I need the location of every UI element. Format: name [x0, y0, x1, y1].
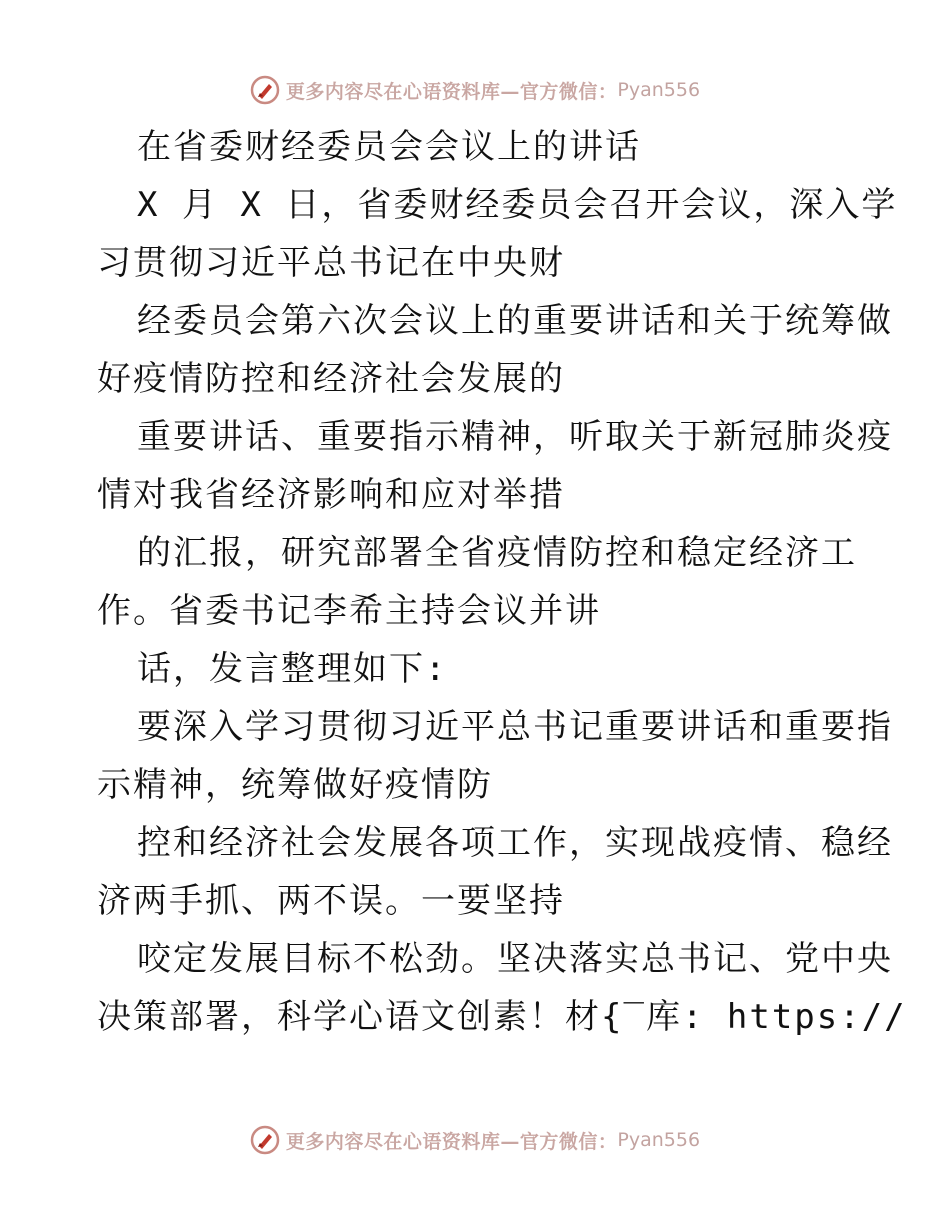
header-wechat-id: Pyan556: [617, 79, 701, 101]
doc-line: 话，发言整理如下:: [137, 649, 448, 689]
doc-line: 的汇报，研究部署全省疫情防控和稳定经济工: [137, 533, 857, 573]
doc-line: 济两手抓、两不误。一要坚持: [97, 881, 565, 921]
doc-line: 重要讲话、重要指示精神，听取关于新冠肺炎疫: [137, 417, 893, 457]
doc-line: 情对我省经济影响和应对举措: [97, 475, 565, 515]
doc-title: 在省委财经委员会会议上的讲话: [137, 127, 641, 167]
doc-line: 决策部署，科学心语文创素！材{‾库: https://: [97, 997, 907, 1037]
pen-nib-logo-icon: [250, 1125, 280, 1155]
doc-line: 作。省委书记李希主持会议并讲: [97, 591, 601, 631]
footer-watermark-text: 更多内容尽在心语资料库—官方微信：: [285, 1130, 618, 1153]
doc-line: 示精神，统筹做好疫情防: [97, 765, 493, 805]
footer-watermark-banner: [0, 1120, 950, 1160]
pen-nib-logo-icon: [250, 75, 280, 105]
footer-wechat-id: Pyan556: [617, 1129, 701, 1151]
doc-line: 好疫情防控和经济社会发展的: [97, 359, 565, 399]
header-watermark-banner: [0, 70, 950, 110]
doc-line: 咬定发展目标不松劲。坚决落实总书记、党中央: [137, 939, 893, 979]
header-watermark-text: 更多内容尽在心语资料库—官方微信：: [285, 80, 618, 103]
doc-line: 要深入学习贯彻习近平总书记重要讲话和重要指: [137, 707, 893, 747]
doc-line: 控和经济社会发展各项工作，实现战疫情、稳经: [137, 823, 893, 863]
doc-line: X 月 X 日，省委财经委员会召开会议，深入学: [137, 185, 898, 225]
document-body: [97, 118, 907, 1046]
doc-line: 经委员会第六次会议上的重要讲话和关于统筹做: [137, 301, 893, 341]
doc-line: 习贯彻习近平总书记在中央财: [97, 243, 565, 283]
